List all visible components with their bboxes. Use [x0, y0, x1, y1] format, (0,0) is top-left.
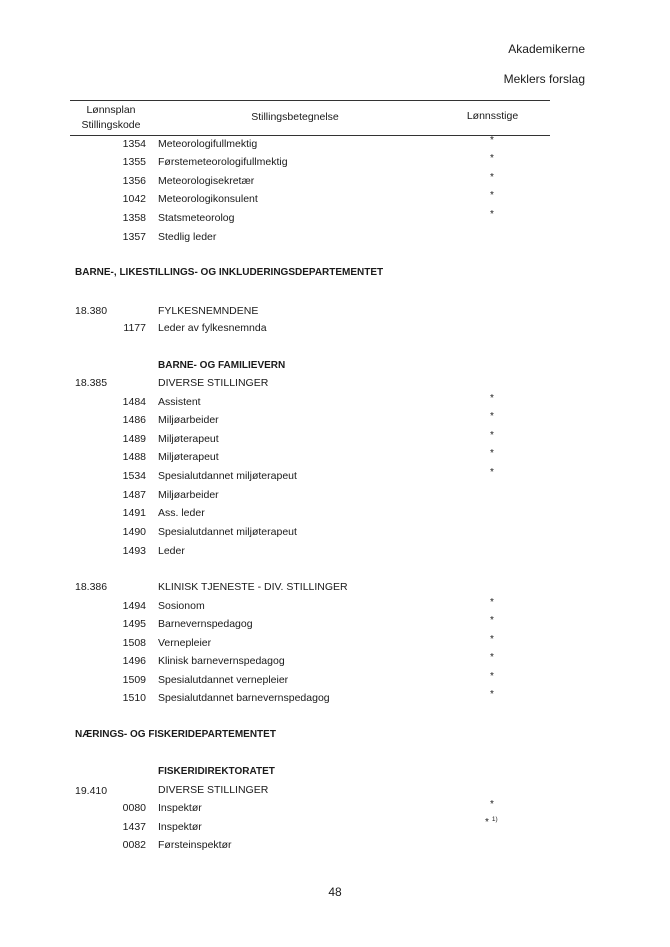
table-row: [0, 489, 670, 505]
section-name: FYLKESNEMNDENE: [158, 305, 259, 317]
table-row: [0, 545, 670, 561]
row-code: 1495: [122, 618, 146, 630]
row-title: Meteorologisekretær: [158, 175, 255, 187]
row-title: Klinisk barnevernspedagog: [158, 655, 285, 667]
column-header-title: Stillingsbetegnelse: [251, 111, 339, 123]
table-row: [0, 816, 670, 837]
table-row: [0, 231, 670, 247]
row-code: 1493: [122, 545, 146, 557]
section-name: DIVERSE STILLINGER: [158, 784, 269, 796]
row-code: 1486: [122, 414, 146, 426]
row-code: 0080: [122, 802, 146, 814]
row-code: 1355: [122, 156, 146, 168]
row-title: Assistent: [158, 396, 201, 408]
table-row: [0, 526, 670, 542]
table-row: [0, 411, 670, 430]
table-row: [0, 172, 670, 191]
table-row: [0, 393, 670, 412]
row-mark: *: [490, 448, 494, 459]
column-header-scale: Lønnsstige: [466, 110, 519, 122]
organization-name: Akademikerne: [508, 42, 585, 56]
row-code: 0082: [122, 839, 146, 851]
row-mark: *: [490, 671, 494, 682]
page-number: 48: [328, 885, 342, 899]
row-code: 1496: [122, 655, 146, 667]
row-mark: *: [490, 153, 494, 164]
table-row: [0, 839, 670, 855]
table-row: [0, 507, 670, 523]
row-code: 1490: [122, 526, 146, 538]
table-row: [0, 671, 670, 690]
row-title: Miljøterapeut: [158, 451, 219, 463]
row-mark: *: [490, 172, 494, 183]
document-subtitle: Meklers forslag: [503, 72, 585, 86]
department-heading: NÆRINGS- OG FISKERIDEPARTEMENTET: [75, 729, 276, 740]
row-code: 1487: [122, 489, 146, 501]
table-row: [0, 209, 670, 228]
footnote-reference: 1): [491, 816, 498, 823]
row-code: 1357: [122, 231, 146, 243]
row-mark: [485, 816, 498, 828]
table-top-rule: [70, 100, 550, 101]
department-heading: BARNE-, LIKESTILLINGS- OG INKLUDERINGSDEPARTEMENTET: [75, 267, 384, 278]
row-title: Inspektør: [158, 821, 202, 833]
row-mark: *: [490, 393, 494, 404]
row-mark: *: [490, 135, 494, 146]
row-title: Spesialutdannet barnevernspedagog: [158, 692, 330, 704]
row-title: Meteorologifullmektig: [158, 138, 258, 150]
row-code: 1354: [122, 138, 146, 150]
row-title: Vernepleier: [158, 637, 212, 649]
plan-number: 19.410: [75, 785, 108, 797]
table-row: [0, 430, 670, 449]
column-header-plan: [70, 103, 152, 133]
row-title: Førsteinspektør: [158, 839, 232, 851]
row-code: 1488: [122, 451, 146, 463]
row-title: Inspektør: [158, 802, 202, 814]
section-name: DIVERSE STILLINGER: [158, 377, 269, 389]
row-code: 1489: [122, 433, 146, 445]
row-title: Spesialutdannet miljøterapeut: [158, 526, 297, 538]
row-title: Miljøterapeut: [158, 433, 219, 445]
row-mark: *: [490, 597, 494, 608]
table-row: [0, 135, 670, 154]
table-header-rule: [70, 135, 550, 136]
row-code: 1356: [122, 175, 146, 187]
row-code: 1437: [122, 821, 146, 833]
subsection-heading: BARNE- OG FAMILIEVERN: [158, 360, 286, 371]
row-title: Spesialutdannet miljøterapeut: [158, 470, 297, 482]
row-code: 1491: [122, 507, 146, 519]
table-row: [0, 615, 670, 634]
table-row: [0, 448, 670, 467]
row-mark: *: [490, 430, 494, 441]
table-row: [0, 652, 670, 671]
row-title: Sosionom: [158, 600, 205, 612]
row-code: 1508: [122, 637, 146, 649]
table-row: [0, 322, 670, 338]
subsection-heading: FISKERIDIREKTORATET: [158, 766, 275, 777]
row-mark: *: [490, 209, 494, 220]
row-mark: *: [490, 411, 494, 422]
row-mark: *: [490, 615, 494, 626]
row-mark: [490, 799, 494, 810]
plan-number: 18.386: [75, 581, 108, 593]
row-title: Spesialutdannet vernepleier: [158, 674, 289, 686]
row-title: Stedlig leder: [158, 231, 217, 243]
row-code: 1510: [122, 692, 146, 704]
row-title: Førstemeteorologifullmektig: [158, 156, 288, 168]
row-mark: *: [490, 634, 494, 645]
row-mark: *: [490, 652, 494, 663]
row-title: Leder: [158, 545, 185, 557]
table-row: [0, 467, 670, 486]
row-title: Miljøarbeider: [158, 414, 219, 426]
row-code: 1509: [122, 674, 146, 686]
section-name: KLINISK TJENESTE - DIV. STILLINGER: [158, 581, 348, 593]
column-header-plan-line2: Stillingskode: [81, 119, 141, 131]
row-mark: *: [490, 689, 494, 700]
row-mark-star: *: [490, 799, 494, 810]
table-row: [0, 634, 670, 653]
row-mark: *: [490, 467, 494, 478]
row-code: 1494: [122, 600, 146, 612]
row-title: Leder av fylkesnemnda: [158, 322, 267, 334]
row-title: Miljøarbeider: [158, 489, 219, 501]
table-row: [0, 190, 670, 209]
row-code: 1177: [123, 322, 146, 334]
table-row: [0, 689, 670, 708]
row-title: Barnevernspedagog: [158, 618, 253, 630]
row-code: 1358: [122, 212, 146, 224]
row-title: Ass. leder: [158, 507, 205, 519]
row-mark: *: [490, 190, 494, 201]
table-row: [0, 799, 670, 818]
table-row: [0, 153, 670, 172]
table-row: [0, 597, 670, 616]
row-code: 1484: [122, 396, 146, 408]
row-code: 1534: [122, 470, 146, 482]
plan-number: 18.385: [75, 377, 108, 389]
row-code: 1042: [122, 193, 146, 205]
plan-number: 18.380: [75, 305, 108, 317]
row-title: Statsmeteorolog: [158, 212, 235, 224]
column-header-plan-line1: Lønnsplan: [86, 104, 136, 116]
row-title: Meteorologikonsulent: [158, 193, 258, 205]
row-mark-star: *: [485, 817, 489, 828]
